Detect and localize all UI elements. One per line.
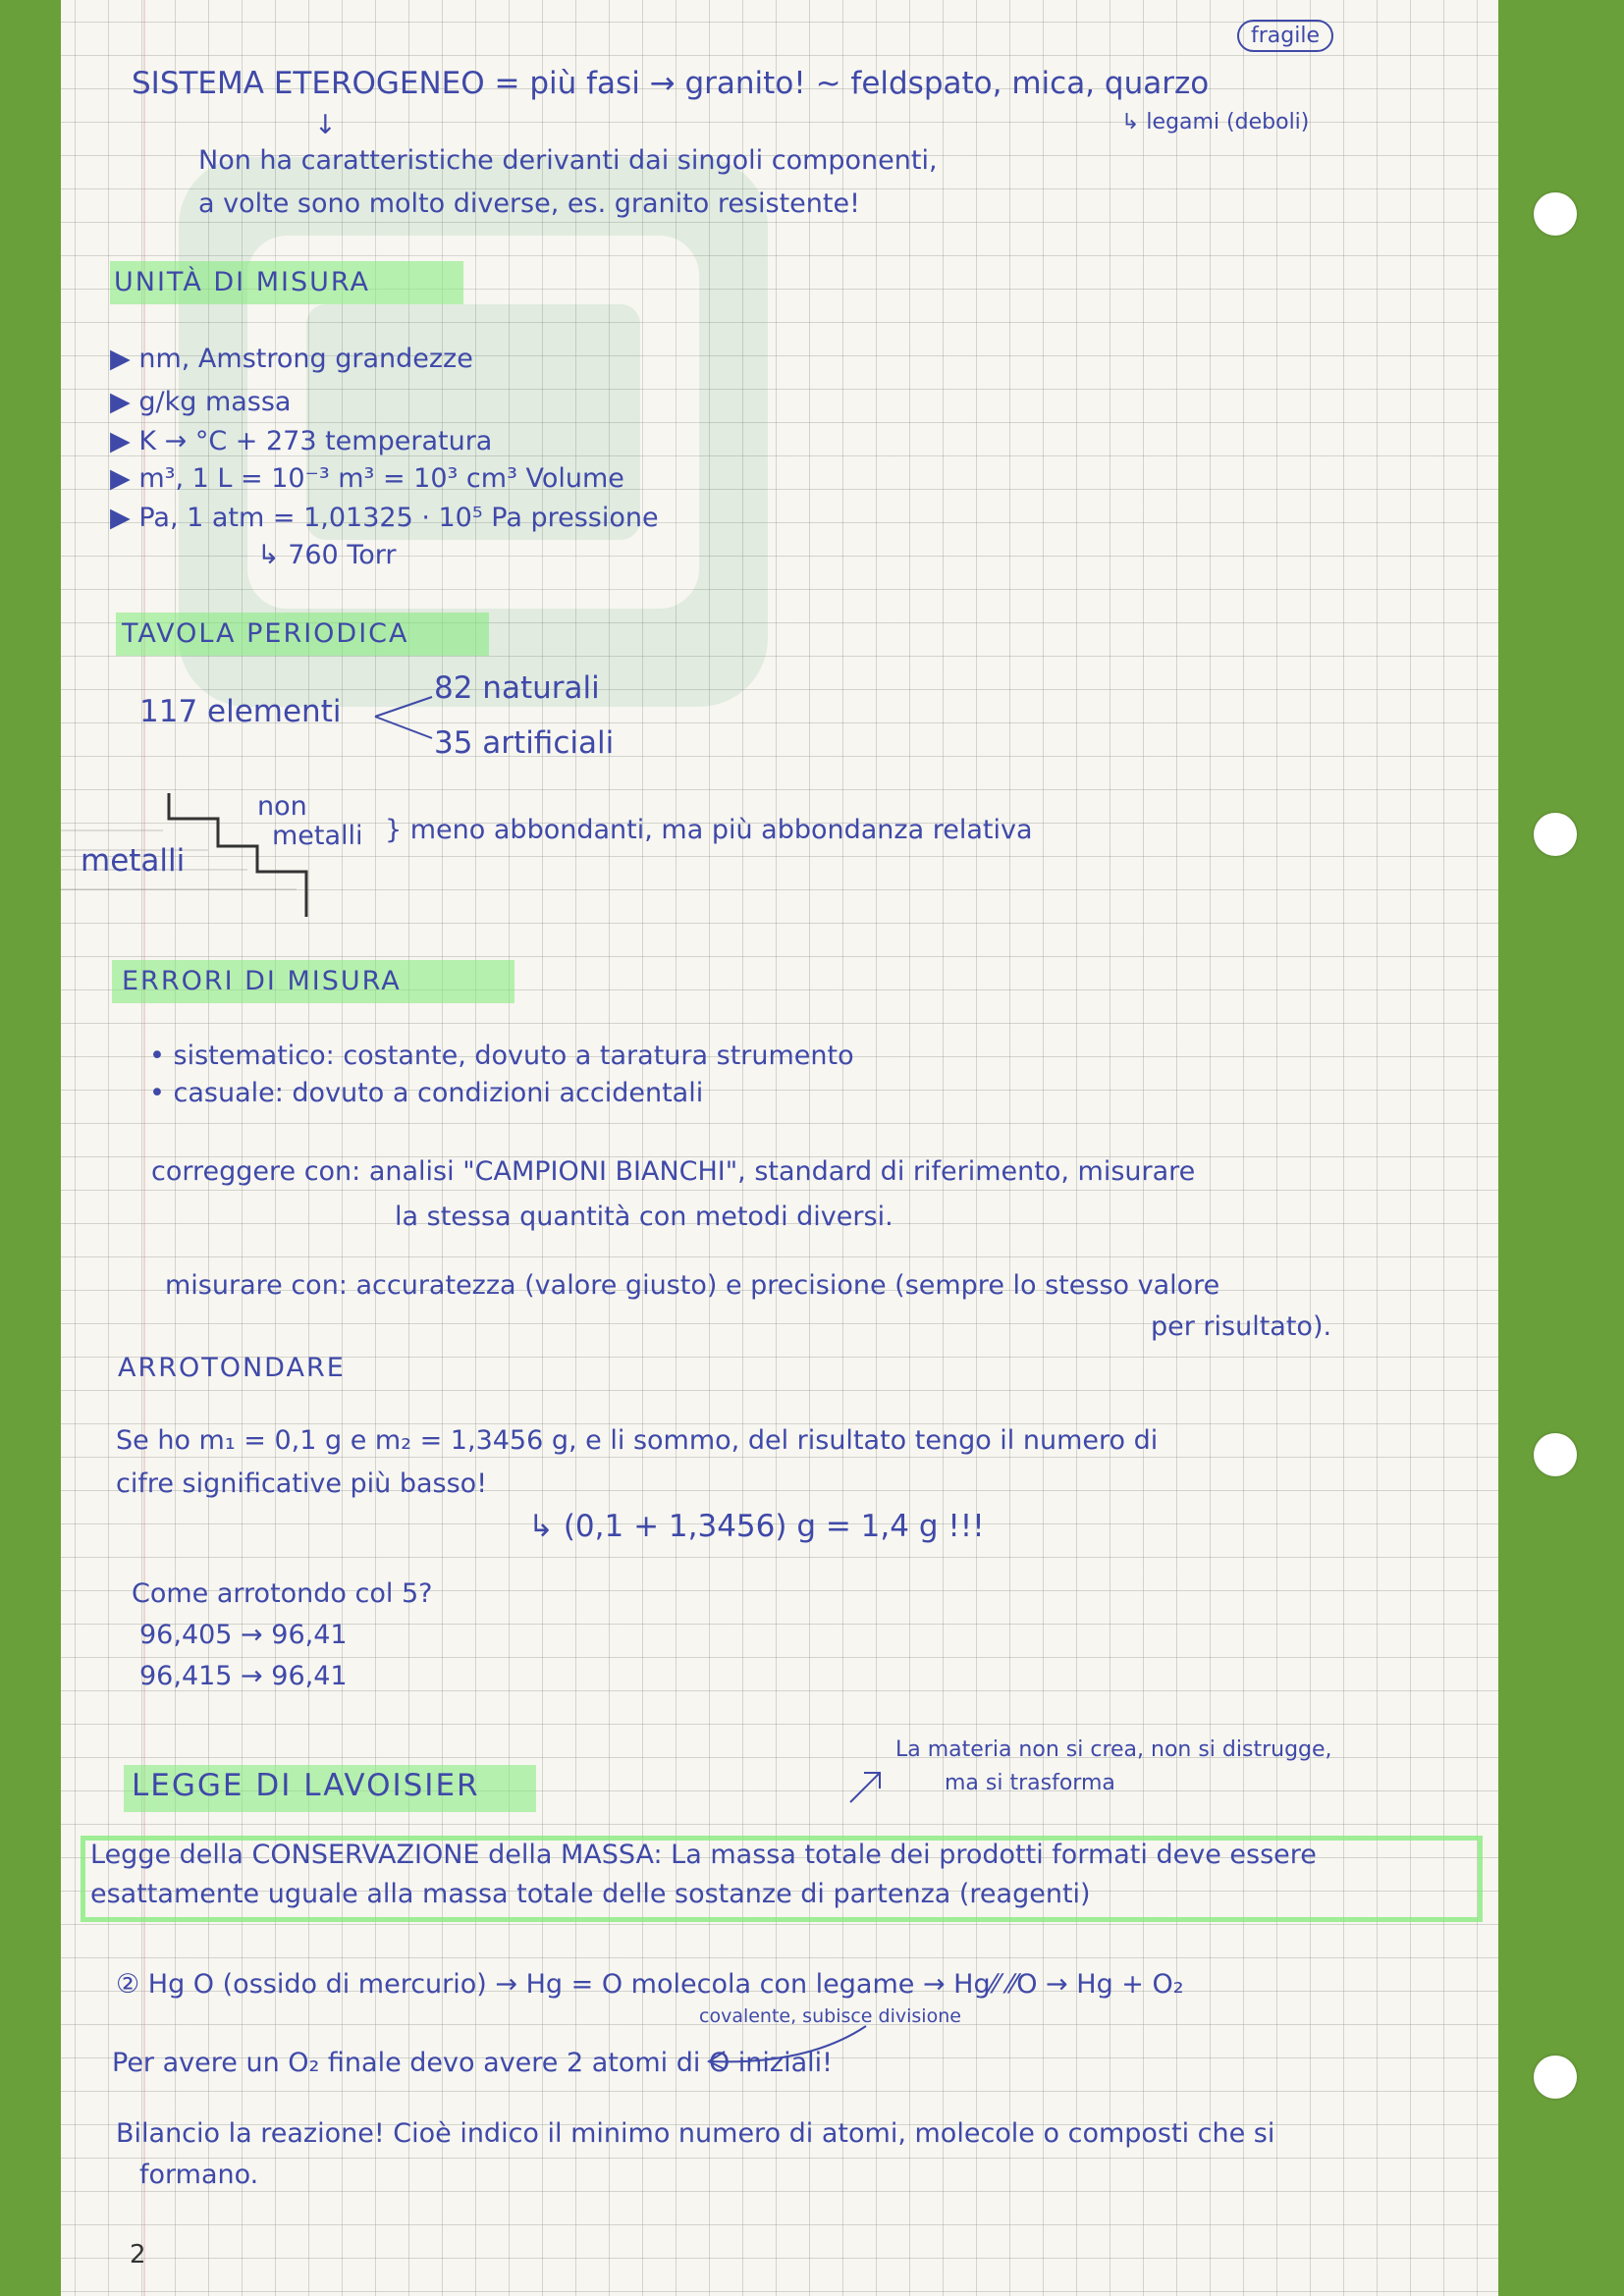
units-title: UNITÀ DI MISURA: [114, 267, 371, 297]
page-number: 2: [130, 2240, 146, 2269]
unit-item: ▶ Pa, 1 atm = 1,01325 · 10⁵ Pa pressione: [110, 503, 659, 533]
nonmetals-label-a: non: [257, 791, 307, 822]
errors-title: ERRORI DI MISURA: [122, 966, 402, 996]
law-line-b: esattamente uguale alla massa totale delle sostanze di partenza (reagenti): [90, 1879, 1091, 1909]
binder-hole: [1534, 2056, 1577, 2099]
lavoisier-quote-b: ma si trasforma: [945, 1771, 1115, 1795]
unit-item: ▶ K → °C + 273 temperatura: [110, 426, 493, 456]
o2-note: Per avere un O₂ finale devo avere 2 atomi di O iniziali!: [112, 2048, 833, 2078]
elements-count: 117 elementi: [139, 694, 342, 729]
balance-line-b: formano.: [139, 2160, 259, 2190]
rounding-line-b: cifre significative più basso!: [116, 1468, 488, 1499]
unit-item: ▶ g/kg massa: [110, 387, 292, 417]
artificial-elements: 35 artificiali: [434, 725, 615, 761]
unit-item: ▶ nm, Amstrong grandezze: [110, 344, 473, 374]
branch-arrow-icon: [373, 687, 442, 746]
error-random: • casuale: dovuto a condizioni accidentali: [149, 1078, 704, 1108]
reaction-line: ② Hg O (ossido di mercurio) → Hg = O molecola con legame → Hg⁄⁄ ⁄⁄O → Hg + O₂: [116, 1969, 1184, 2000]
periodic-title: TAVOLA PERIODICA: [122, 618, 409, 649]
lavoisier-title: LEGGE DI LAVOISIER: [132, 1768, 480, 1803]
note1-line-a: Non ha caratteristiche derivanti dai singoli componenti,: [198, 145, 938, 176]
correct-line-a: correggere con: analisi "CAMPIONI BIANCHI", standard di riferimento, misurare: [151, 1156, 1196, 1187]
binder-hole: [1534, 1433, 1577, 1476]
quote-arrow-icon: [846, 1767, 886, 1806]
rounding-title: ARROTONDARE: [118, 1353, 346, 1383]
law-line-a: Legge della CONSERVAZIONE della MASSA: La massa totale dei prodotti formati deve essere: [90, 1840, 1317, 1870]
rounding-line-a: Se ho m₁ = 0,1 g e m₂ = 1,3456 g, e li sommo, del risultato tengo il numero di: [116, 1425, 1159, 1456]
covalent-note: covalente, subisce divisione: [699, 2005, 961, 2027]
fragile-label: fragile: [1237, 20, 1333, 52]
unit-item: ▶ m³, 1 L = 10⁻³ m³ = 10³ cm³ Volume: [110, 463, 624, 494]
natural-elements: 82 naturali: [434, 670, 600, 706]
rounding-question: Come arrotondo col 5?: [132, 1578, 433, 1609]
balance-line-a: Bilancio la reazione! Cioè indico il minimo numero di atomi, molecole o composti che si: [116, 2118, 1275, 2149]
down-arrow: ↓: [314, 110, 337, 140]
legami-deboli-label: ↳ legami (deboli): [1121, 110, 1310, 134]
unit-item: ↳ 760 Torr: [257, 540, 397, 570]
error-systematic: • sistematico: costante, dovuto a taratura strumento: [149, 1041, 854, 1071]
nonmetals-note: } meno abbondanti, ma più abbondanza relativa: [385, 815, 1033, 845]
notebook-page: [61, 0, 1498, 2296]
sistema-eterogeneo-line: SISTEMA ETEROGENEO = più fasi → granito! ~ feldspato, mica, quarzo: [132, 66, 1210, 101]
metals-label: metalli: [81, 843, 186, 879]
correct-line-b: la stessa quantità con metodi diversi.: [395, 1201, 893, 1232]
rounding-example-1: 96,405 → 96,41: [139, 1620, 348, 1650]
measure-line-a: misurare con: accuratezza (valore giusto) e precisione (sempre lo stesso valore: [165, 1270, 1220, 1301]
rounding-example: ↳ (0,1 + 1,3456) g = 1,4 g !!!: [528, 1509, 985, 1544]
measure-line-b: per risultato).: [1151, 1311, 1332, 1342]
note1-line-b: a volte sono molto diverse, es. granito resistente!: [198, 188, 860, 219]
nonmetals-label-b: metalli: [272, 821, 363, 851]
lavoisier-quote-a: La materia non si crea, non si distrugge,: [895, 1737, 1332, 1762]
binder-hole: [1534, 813, 1577, 856]
binder-hole: [1534, 192, 1577, 236]
o2-note-arrow-icon: [689, 2022, 886, 2071]
rounding-example-2: 96,415 → 96,41: [139, 1661, 348, 1691]
